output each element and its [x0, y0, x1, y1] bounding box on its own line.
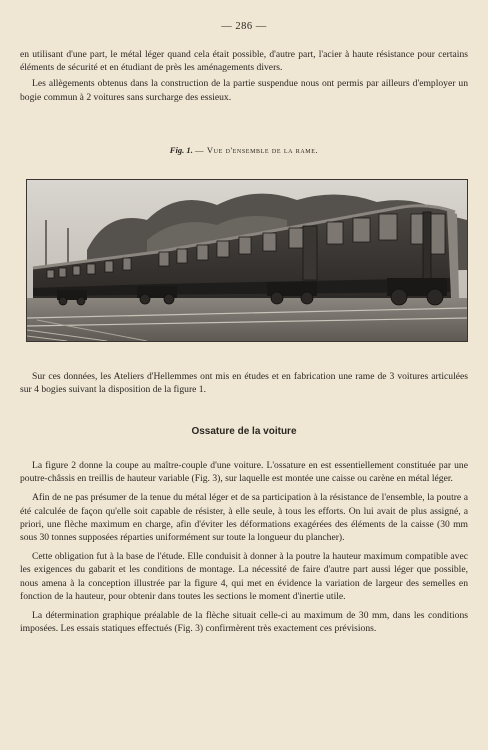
section-heading: Ossature de la voiture [191, 426, 297, 437]
figure-label: Fig. 1. [169, 145, 193, 155]
after-figure-paragraph: Sur ces données, les Ateliers d'Hellemmes ont mis en études et en fabrication une rame de 3 voitures articulées sur 4 bogies suivant la disposition de la figure 1. [20, 371, 468, 396]
after-figure-text [20, 370, 468, 396]
section-paragraph-2: Afin de ne pas présumer de la tenue du métal léger et de sa participation à la résistance de l'ensemble, la poutre a été calculée de façon qu'elle soit capable de résister, à elle seule, à tous les efforts. On lui avait de plus assigné, a priori, une flèche maximum en charge, afin d'éviter les déformations exagérées des éléments de la caisse (30 mm sous 30 tonnes supposées réparties uniformément sur toute la longueur du plancher). [20, 492, 468, 544]
section-text [20, 459, 468, 635]
intro-text [20, 48, 468, 104]
page-number: — 286 — [221, 21, 267, 32]
train-photo [26, 179, 468, 342]
intro-paragraph-2: Les allègements obtenus dans la construction de la partie suspendue nous ont permis par ailleurs d'employer un bogie commun à 2 voitures sans surcharge des essieux. [20, 78, 468, 103]
section-paragraph-4: La détermination graphique préalable de la flèche situait celle-ci au maximum de 30 mm, dans les conditions imposées. Les essais statiques effectués (Fig. 3) confirmèrent très exactement ces prévisions. [20, 610, 468, 635]
figure-title: — Vue d'ensemble de la rame. [195, 145, 319, 155]
section-paragraph-3: Cette obligation fut à la base de l'étude. Elle conduisit à donner à la poutre la hauteur maximum compatible avec les exigences du gabarit et les conditions de montage. La nécessité de faire d'autre part aussi léger que possible, nous amena à la conception illustrée par la figure 4, qui met en évidence la variation de largeur des semelles en fonction de la hauteur, pour obtenir dans toutes les sections le moment d'inertie utile. [20, 551, 468, 602]
intro-paragraph-1: en utilisant d'une part, le métal léger quand cela était possible, d'autre part, l'acier à haute résistance pour certains éléments de sécurité et en étudiant de près les aménagements divers. [20, 49, 468, 74]
section-paragraph-1: La figure 2 donne la coupe au maître-couple d'une voiture. L'ossature en est essentiellement constituée par une poutre-châssis en treillis de hauteur variable (Fig. 3), sur laquelle est montée une caisse ou carène en métal léger. [20, 460, 468, 485]
figure-caption [0, 145, 488, 155]
